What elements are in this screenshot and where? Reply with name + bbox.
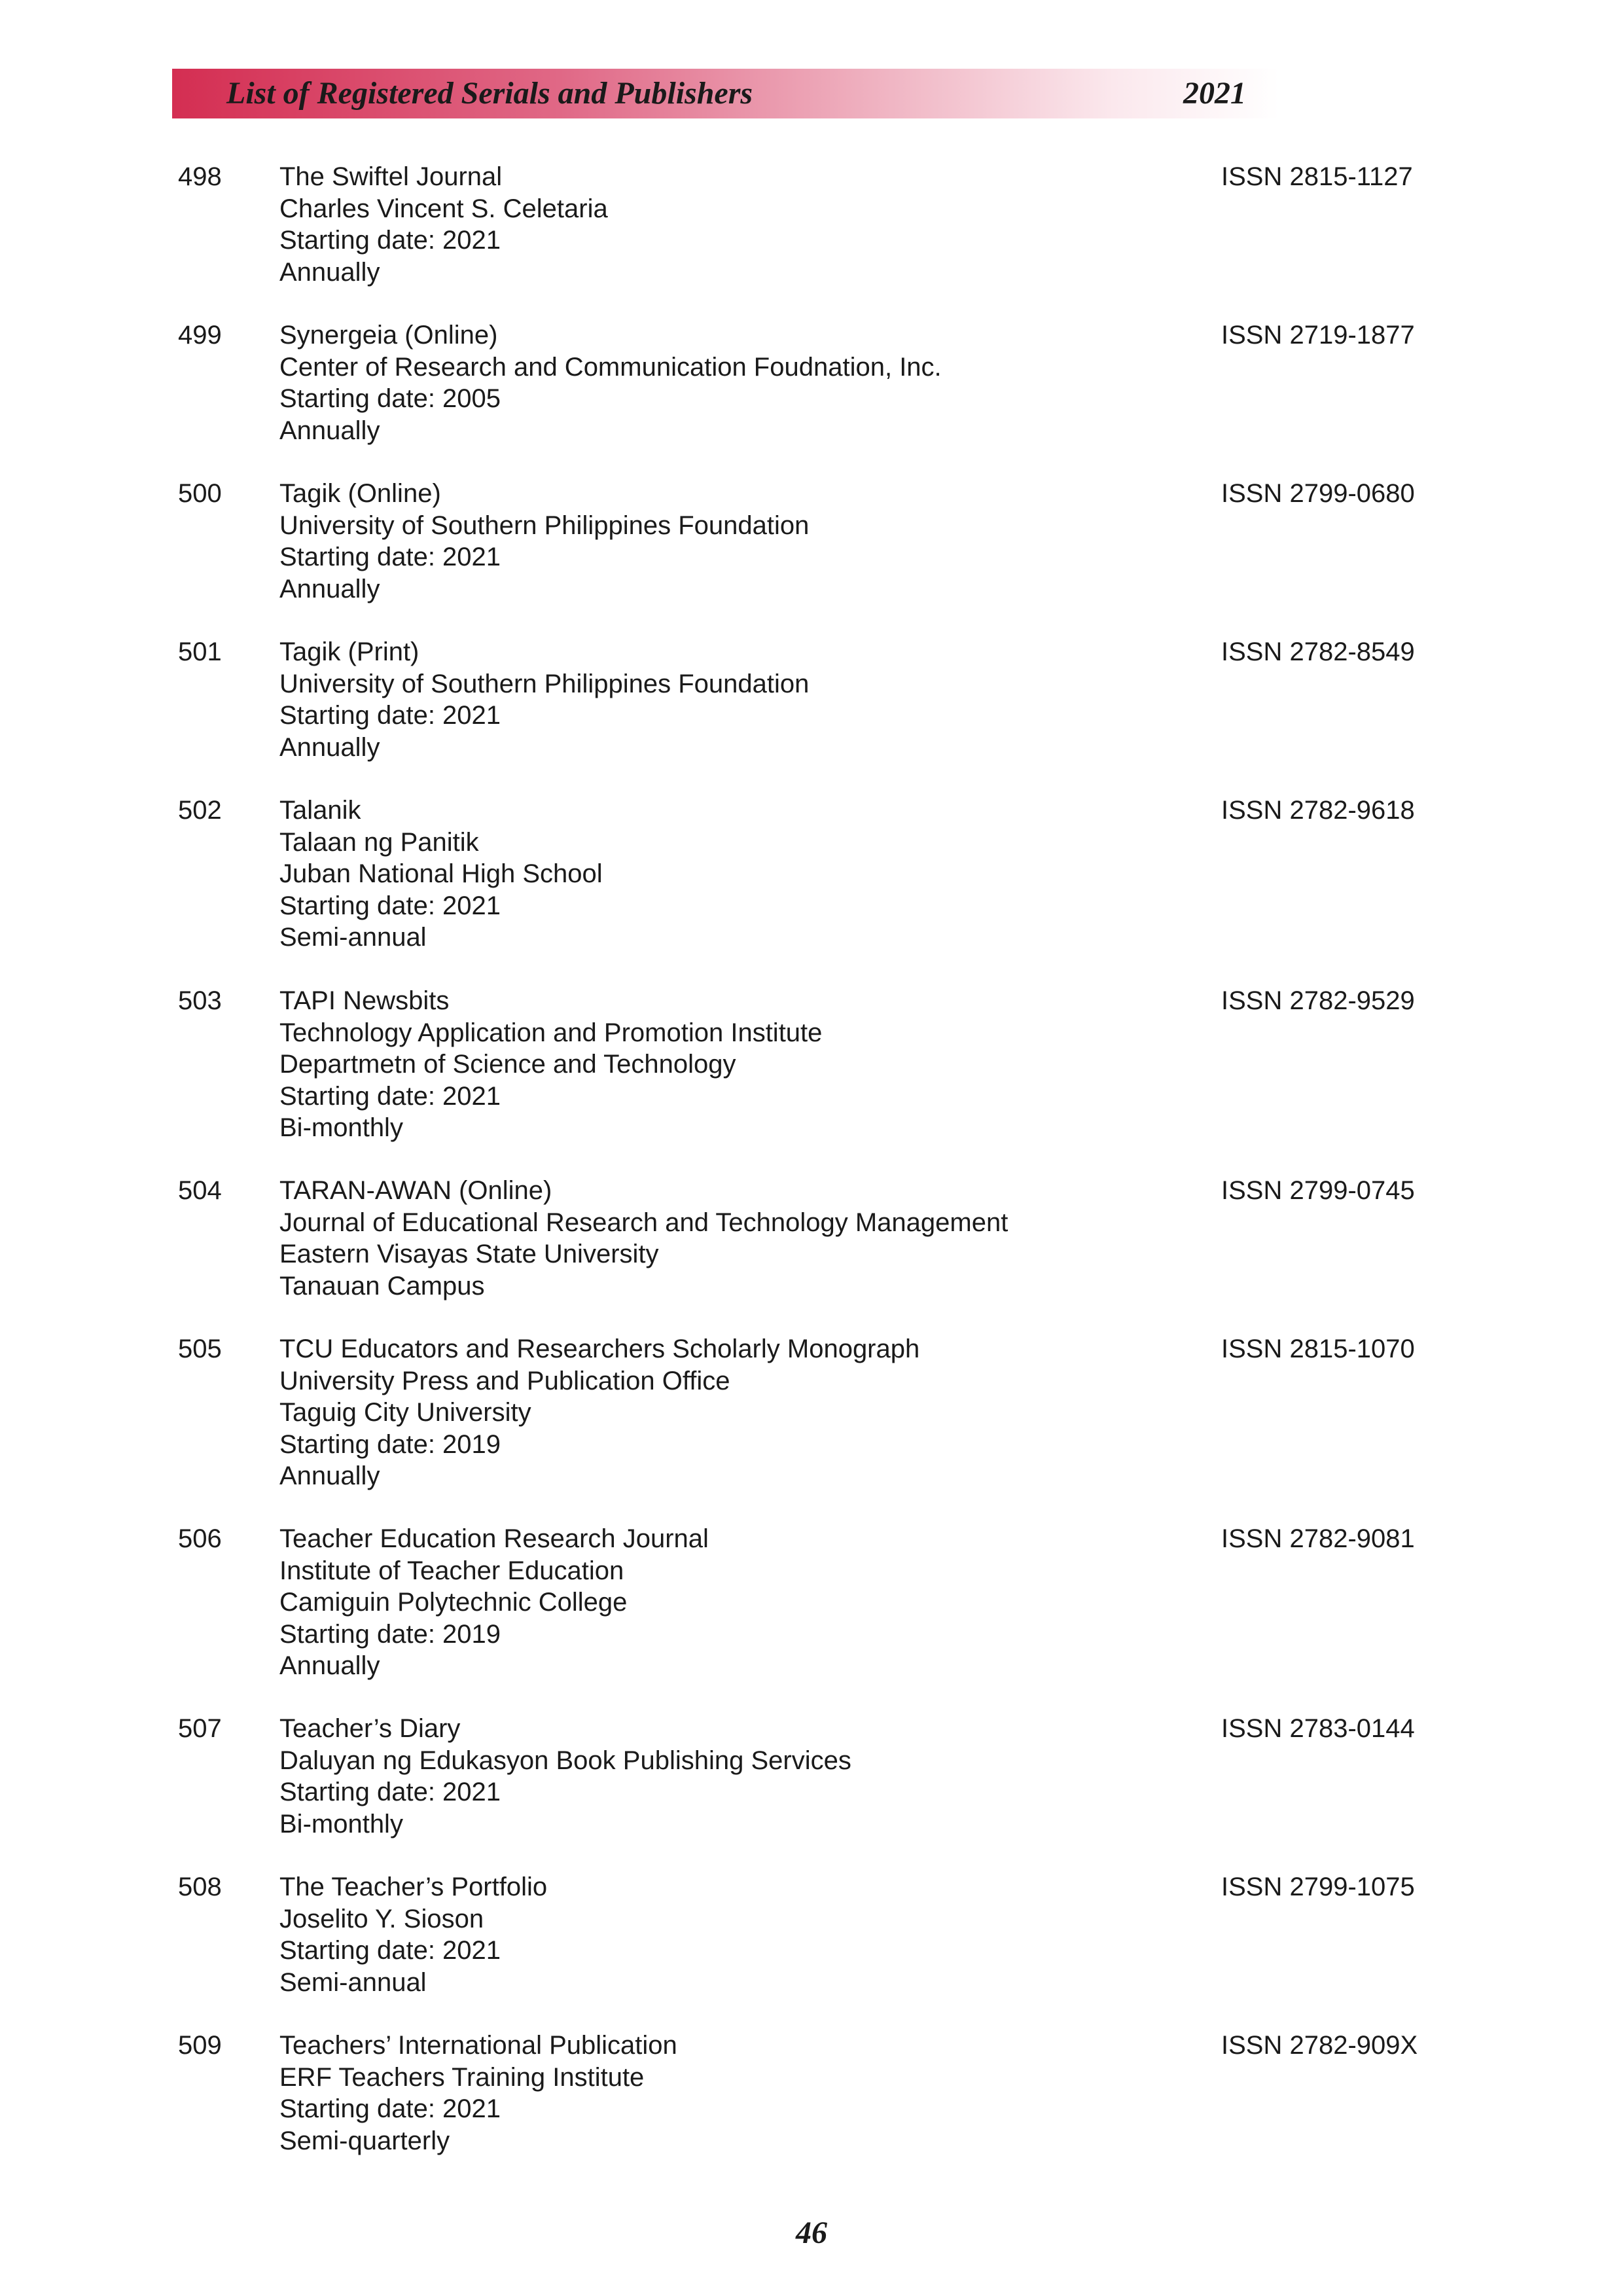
entry-title: The Swiftel Journal (279, 162, 503, 191)
entry-detail-line: Starting date: 2021 (279, 2094, 501, 2123)
entry-detail-line: Center of Research and Communication Foudnation, Inc. (279, 352, 942, 382)
entry-detail-line: Tanauan Campus (279, 1271, 485, 1300)
entry-details (279, 1523, 1196, 1682)
entry-title: Teacher Education Research Journal (279, 1524, 709, 1553)
entry-details (279, 985, 1196, 1144)
entry-detail-line: Annually (279, 574, 380, 603)
entry-detail-line: Annually (279, 732, 380, 762)
entry-detail-line: Charles Vincent S. Celetaria (279, 194, 608, 223)
entry-title: The Teacher’s Portfolio (279, 1873, 548, 1901)
entry-detail-line: Starting date: 2021 (279, 891, 501, 920)
entry-number: 501 (178, 637, 222, 666)
entry-detail-line: Bi-monthly (279, 1113, 403, 1142)
entry-detail-line: Starting date: 2021 (279, 543, 501, 571)
page-number: 46 (796, 2215, 827, 2250)
entry-details (279, 161, 1196, 288)
entry-detail-line: Journal of Educational Research and Technology Management (279, 1208, 1008, 1237)
entry-number: 506 (178, 1524, 222, 1553)
entry-detail-line: Annually (279, 416, 380, 445)
entry-detail-line: Technology Application and Promotion Institute (279, 1018, 823, 1047)
entry-issn: ISSN 2782-909X (1221, 2031, 1418, 2060)
entry-detail-line: University of Southern Philippines Foundation (279, 669, 810, 698)
entry-detail-line: Starting date: 2021 (279, 1081, 501, 1111)
entry-detail-line: Starting date: 2021 (279, 1778, 501, 1806)
entry-detail-line: Annually (279, 257, 380, 287)
entry-detail-line: Annually (279, 1651, 380, 1680)
entry-number: 498 (178, 162, 222, 191)
entry-issn: ISSN 2815-1070 (1221, 1335, 1415, 1363)
entry-details (279, 795, 1196, 954)
entry-number: 500 (178, 479, 222, 508)
entry-title: Teacher’s Diary (279, 1714, 461, 1743)
entry-details (279, 636, 1196, 763)
entry-detail-line: Departmetn of Science and Technology (279, 1050, 736, 1079)
entry-detail-line: Semi-annual (279, 923, 427, 952)
entry-number: 499 (178, 321, 222, 350)
entry-details (279, 2030, 1196, 2157)
entry-number: 509 (178, 2031, 222, 2060)
entry-details (279, 319, 1196, 446)
running-header-title: List of Registered Serials and Publishers (226, 76, 753, 111)
entry-issn: ISSN 2799-0745 (1221, 1176, 1415, 1205)
entry-detail-line: Camiguin Polytechnic College (279, 1588, 628, 1617)
entry-issn: ISSN 2782-8549 (1221, 637, 1415, 666)
entry-detail-line: Starting date: 2021 (279, 1936, 501, 1965)
entry-title: TCU Educators and Researchers Scholarly Monograph (279, 1335, 920, 1363)
entry-title: TAPI Newsbits (279, 986, 450, 1015)
entry-detail-line: Juban National High School (279, 859, 603, 888)
entry-detail-line: ERF Teachers Training Institute (279, 2062, 645, 2092)
entry-detail-line: University of Southern Philippines Foundation (279, 511, 810, 540)
entry-title: Talanik (279, 796, 361, 825)
entry-detail-line: Taguig City University (279, 1398, 531, 1427)
entry-detail-line: Daluyan ng Edukasyon Book Publishing Services (279, 1746, 851, 1775)
entry-detail-line: Starting date: 2005 (279, 384, 501, 413)
entry-issn: ISSN 2799-1075 (1221, 1873, 1415, 1901)
entry-details (279, 1871, 1196, 1998)
entry-details (279, 1713, 1196, 1840)
entry-title: Tagik (Print) (279, 637, 419, 666)
entry-detail-line: Starting date: 2021 (279, 701, 501, 730)
entry-issn: ISSN 2799-0680 (1221, 479, 1415, 508)
entry-detail-line: University Press and Publication Office (279, 1366, 730, 1395)
entry-detail-line: Talaan ng Panitik (279, 827, 479, 857)
entry-issn: ISSN 2719-1877 (1221, 321, 1415, 350)
entry-number: 508 (178, 1873, 222, 1901)
entry-details (279, 1333, 1196, 1492)
entry-detail-line: Bi-monthly (279, 1809, 403, 1839)
entry-detail-line: Starting date: 2019 (279, 1619, 501, 1649)
entry-detail-line: Institute of Teacher Education (279, 1556, 624, 1585)
entry-title: Teachers’ International Publication (279, 2031, 677, 2060)
entry-number: 507 (178, 1714, 222, 1743)
entry-number: 502 (178, 796, 222, 825)
entry-title: Tagik (Online) (279, 479, 441, 508)
entry-details (279, 1175, 1196, 1302)
entry-number: 503 (178, 986, 222, 1015)
entry-issn: ISSN 2782-9081 (1221, 1524, 1415, 1553)
entry-detail-line: Semi-annual (279, 1967, 427, 1997)
entry-detail-line: Semi-quarterly (279, 2126, 450, 2155)
entry-issn: ISSN 2782-9618 (1221, 796, 1415, 825)
entry-detail-line: Eastern Visayas State University (279, 1240, 659, 1268)
entry-details (279, 478, 1196, 605)
entry-number: 505 (178, 1335, 222, 1363)
entry-title: Synergeia (Online) (279, 321, 498, 350)
entry-issn: ISSN 2783-0144 (1221, 1714, 1415, 1743)
entry-detail-line: Starting date: 2021 (279, 226, 501, 255)
entry-detail-line: Joselito Y. Sioson (279, 1904, 484, 1933)
entry-detail-line: Starting date: 2019 (279, 1429, 501, 1459)
entry-number: 504 (178, 1176, 222, 1205)
running-header-year: 2021 (1183, 76, 1246, 111)
entry-issn: ISSN 2782-9529 (1221, 986, 1415, 1015)
entry-title: TARAN-AWAN (Online) (279, 1176, 552, 1205)
entry-detail-line: Annually (279, 1462, 380, 1490)
entry-issn: ISSN 2815-1127 (1221, 162, 1413, 191)
